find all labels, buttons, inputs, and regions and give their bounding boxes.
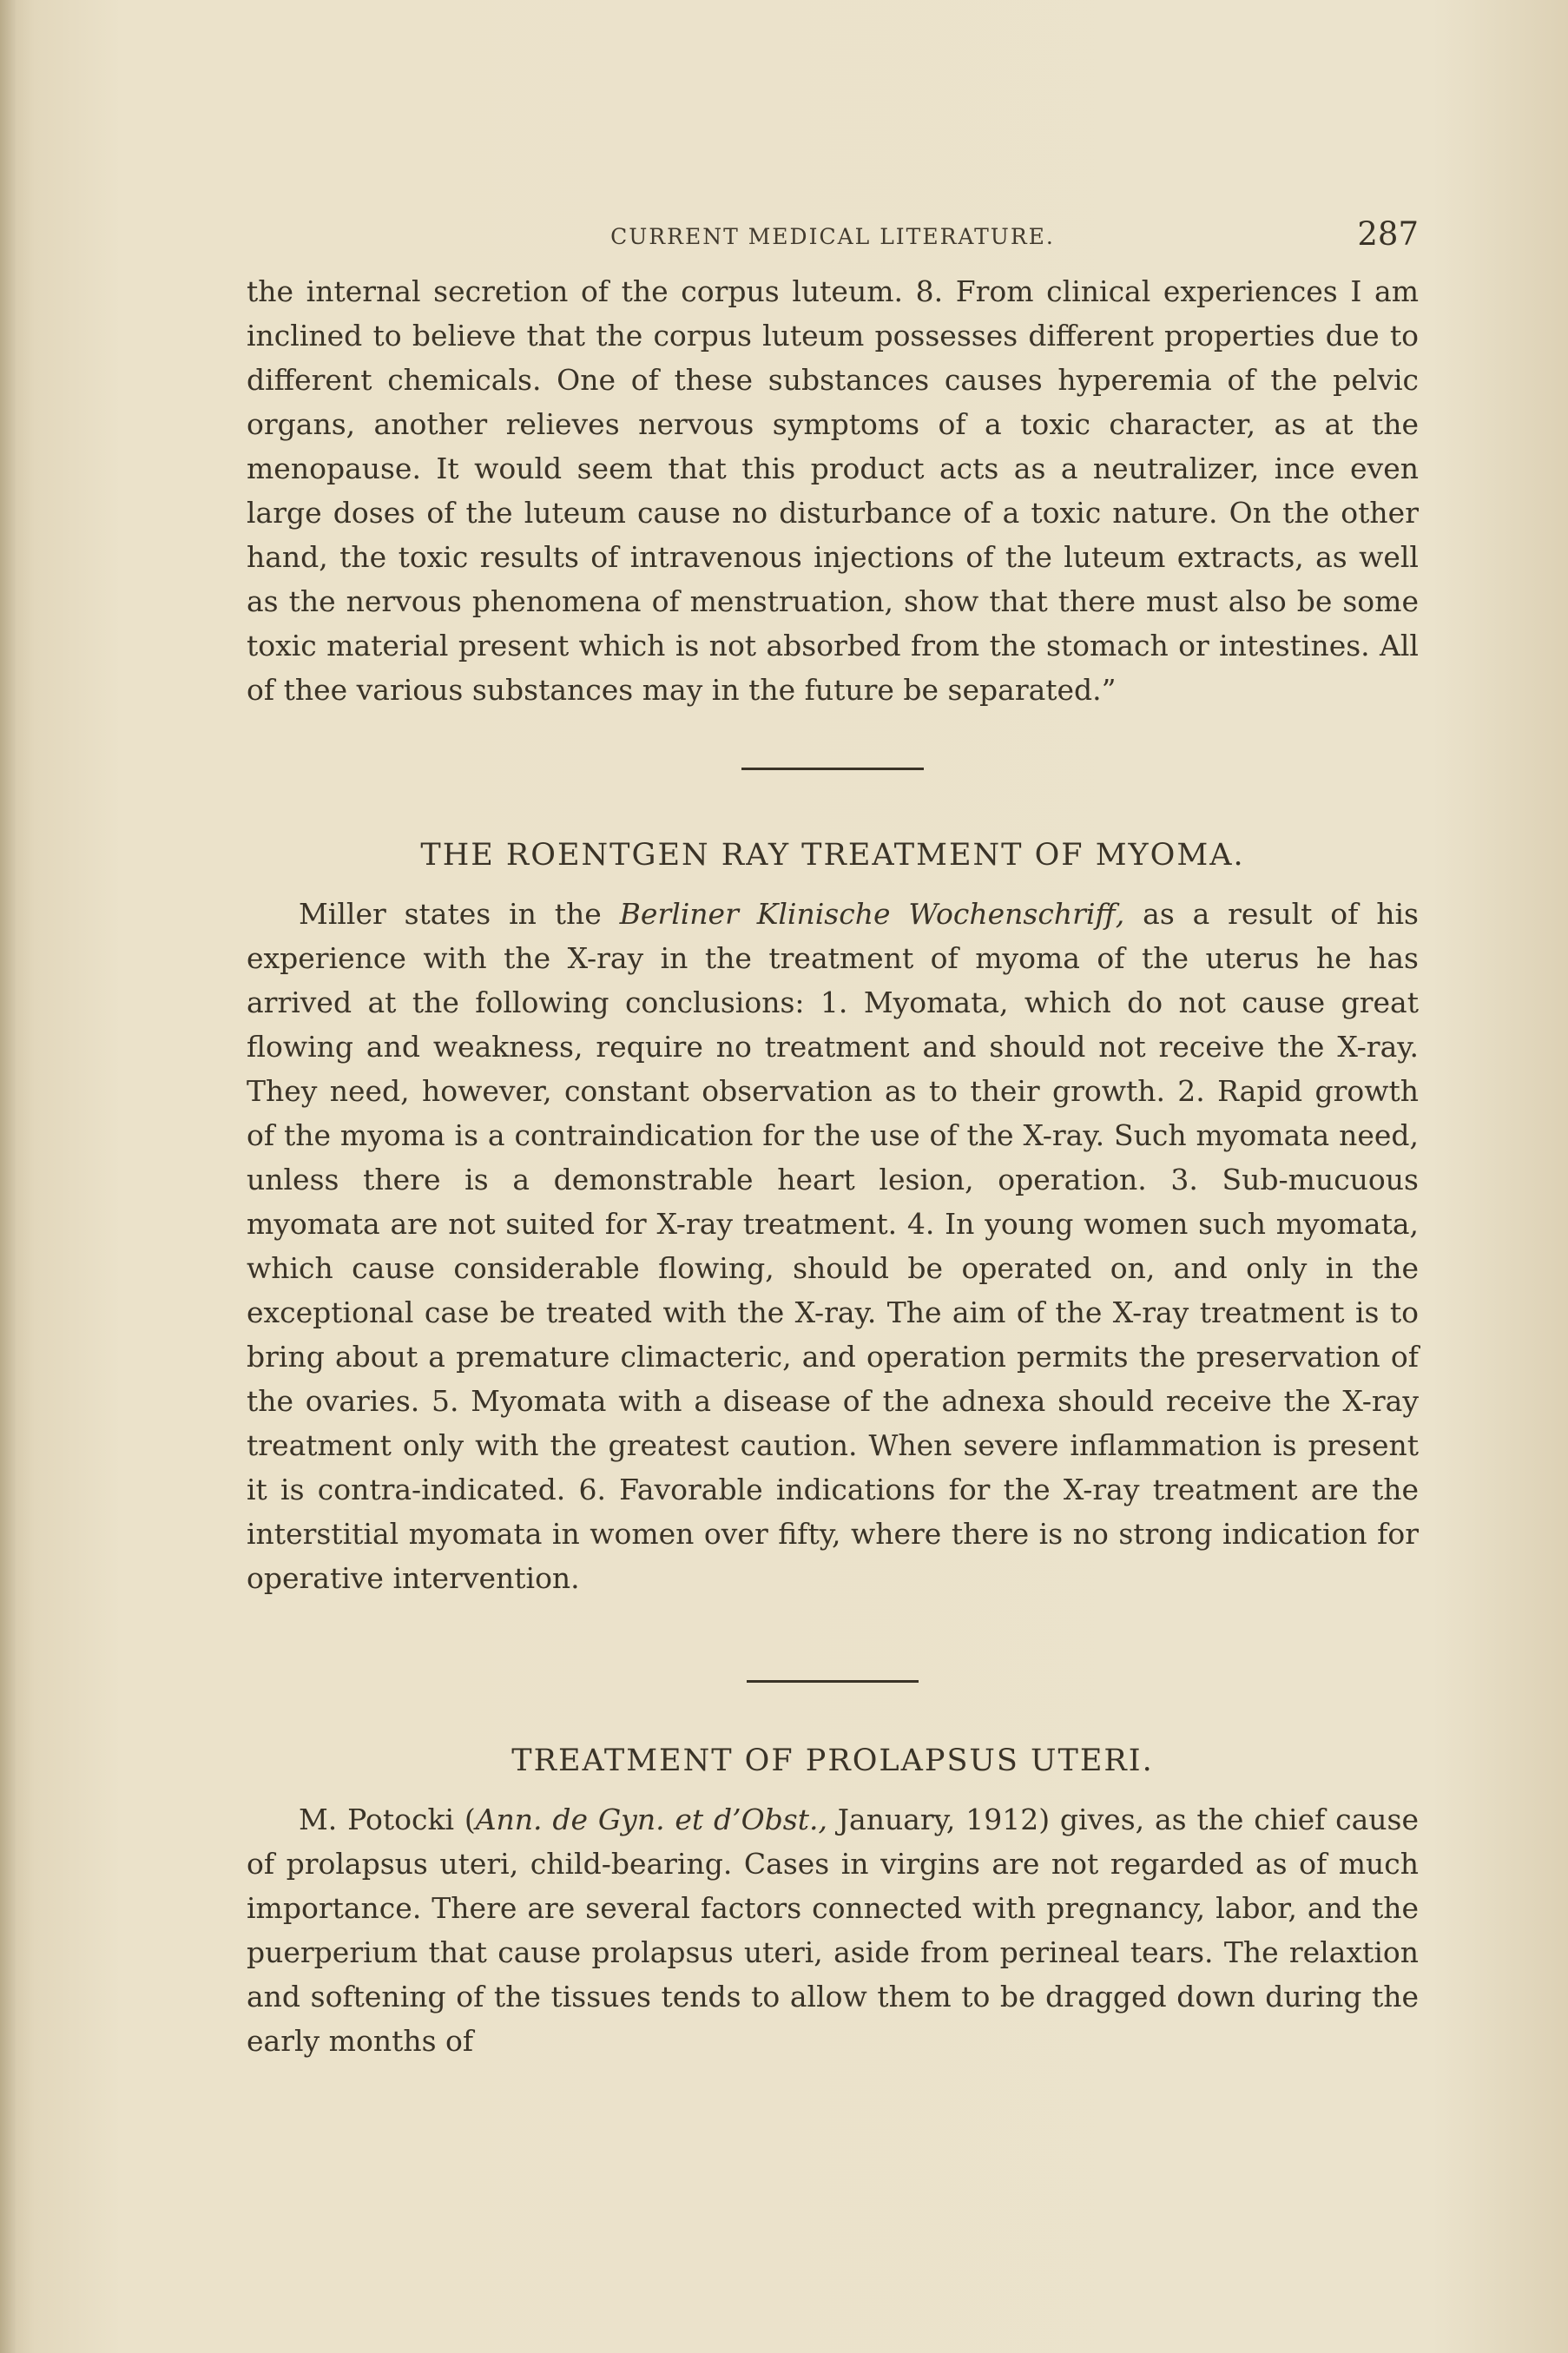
journal-title: Ann. de Gyn. et d’Obst., bbox=[475, 1803, 827, 1836]
paragraph-text: January, 1912) gives, as the chief cause of prolapsus uteri, child-bearing. Cases in virgins are not regarded as of much importance. There are several factors connected with pregnancy, labor, and the puerperium that cause prolapsus uteri, aside from perineal tears. The relaxtion and softening of the tissues tends to allow them to be dragged down during the early months of bbox=[247, 1803, 1420, 2058]
continuation-paragraph: the internal secretion of the corpus luteum. 8. From clinical experiences I am inclined to believe that the corpus luteum possesses different properties due to different chemicals. One of these substances causes hyperemia of the pelvic organs, another relieves nervous symptoms of a toxic character, as at the menopause. It would seem that this product acts as a neutralizer, ince even large doses of the luteum cause no disturbance of a toxic nature. On the other hand, the toxic results of intravenous injections of the luteum extracts, as well as the nervous phenomena of menstruation, show that there must also be some toxic material present which is not absorbed from the stomach or intestines. All of thee various substances may in the future be separated.” bbox=[247, 274, 1419, 707]
section-paragraph-prolapsus bbox=[247, 1797, 1419, 2063]
section-paragraph-roentgen bbox=[247, 892, 1419, 1600]
paragraph-text: Miller states in the bbox=[299, 897, 620, 931]
section-title-prolapsus: TREATMENT OF PROLAPSUS UTERI. bbox=[511, 1743, 1154, 1778]
paragraph-text: as a result of his experience with the X-ray in the treatment of myoma of the uterus he has arrived at the following conclusions: 1. Myomata, which do not cause great flowing and weakness, require no treatment and should not receive the X-ray. They need, however, constant observation as to their growth. 2. Rapid growth of the myoma is a contraindication for the use of the X-ray. Such myomata need, unless there is a demonstrable heart lesion, operation. 3. Sub-mucuous myomata are not suited for X-ray treatment. 4. In young women such myomata, which cause considerable flowing, should be operated on, and only in the exceptional case be treated with the X-ray. The aim of the X-ray treatment is to bring about a premature climacteric, and operation permits the preservation of the ovaries. 5. Myomata with a disease of the adnexa should receive the X-ray treatment only with the greatest caution. When severe inflammation is present it is contra-indicated. 6. Favorable indications for the X-ray treatment are the interstitial myomata in women over fifty, where there is no strong indication for operative intervention. bbox=[247, 897, 1419, 1595]
journal-title: Berliner Klinische Wochenschriff, bbox=[619, 897, 1125, 931]
page-content bbox=[247, 208, 1419, 2063]
page-number: 287 bbox=[1357, 215, 1419, 253]
running-title: CURRENT MEDICAL LITERATURE. bbox=[610, 224, 1055, 249]
section-title-roentgen: THE ROENTGEN RAY TREATMENT OF MYOMA. bbox=[420, 838, 1245, 873]
section-divider bbox=[747, 1680, 919, 1683]
section-divider bbox=[741, 768, 924, 770]
page-spine-shadow bbox=[0, 0, 16, 2353]
running-head bbox=[247, 208, 1419, 269]
paragraph-text: M. Potocki ( bbox=[299, 1803, 476, 1836]
